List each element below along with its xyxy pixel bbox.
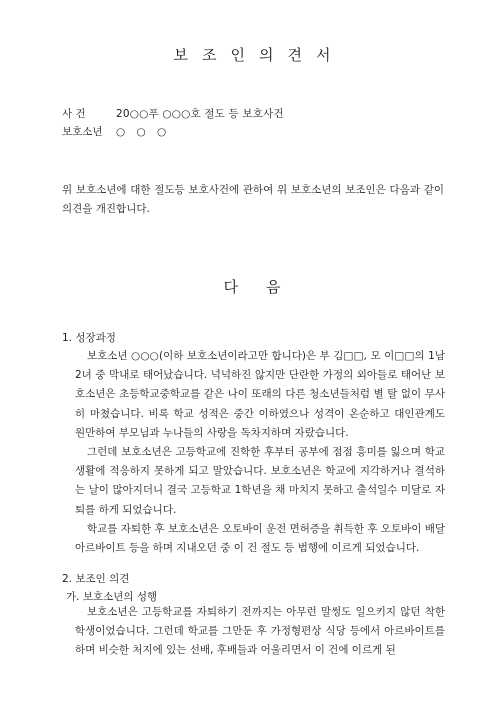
section1-title: 1. 성장과정 — [62, 332, 116, 344]
juvenile-value: ○ ○ ○ — [116, 126, 171, 138]
section1-paragraph: 보호소년 ○○○(이하 보호소년이라고만 합니다)은 부 김□□, 모 이□□의 1남 2녀 중 막내로 태어났습니다. 넉넉하진 않지만 단란한 가정의 외아들로 태어난 보호소년은 초등학교중학교를 같은 나이 또래의 다른 청소년들처럼 별 탈 없이 무사히 마쳤습니다. 비록 학교 성적은 중간 이하였으나 성격이 온순하고 대인관계도 원만하여 부모님과 누나들의 사랑을 독차지하며 자랐습니다. — [75, 350, 445, 439]
case-label: 사 건 — [62, 108, 86, 120]
section1-body — [75, 347, 445, 558]
case-value: 20○○푸 ○○○호 절도 등 보호사건 — [116, 108, 284, 120]
section1-paragraph: 그런데 보호소년은 고등학교에 진학한 후부터 공부에 점점 흥미를 잃으며 학교생활에 적응하지 못하게 되고 말았습니다. 보호소년은 학교에 지각하거나 결석하는 날이 많아지더니 결국 고등학교 1학년을 채 마치지 못하고 출석일수 미달로 자퇴를 하게 되었습니다. — [75, 446, 445, 516]
case-row — [62, 107, 284, 121]
section-heading: 다음 — [223, 278, 309, 296]
intro-paragraph: 위 보호소년에 대한 절도등 보호사건에 관하여 위 보호소년의 보조인은 다음과 같이 의견을 개진합니다. — [62, 184, 444, 215]
subsection-a-title: 가. 보호소년의 성행 — [66, 591, 158, 603]
section2-paragraph: 보호소년은 고등학교를 자퇴하기 전까지는 아무런 말썽도 일으키지 않던 착한 학생이었습니다. 그런데 학교를 그만둔 후 가정형편상 식당 등에서 아르바이트를 하며 비슷한 처지에 있는 선배, 후배들과 어울리면서 이 건에 이르게 된 — [75, 606, 445, 657]
section1-paragraph: 학교를 자퇴한 후 보호소년은 오토바이 운전 면허증을 취득한 후 오토바이 배달 아르바이트 등을 하며 지내오던 중 이 건 절도 등 범행에 이르게 되었습니다. — [75, 522, 445, 555]
section2-body — [75, 603, 445, 661]
document-title: 보조인의견서 — [173, 46, 345, 64]
section2-title: 2. 보조인 의견 — [62, 573, 130, 585]
juvenile-label: 보호소년 — [62, 126, 103, 138]
juvenile-row — [62, 125, 170, 139]
